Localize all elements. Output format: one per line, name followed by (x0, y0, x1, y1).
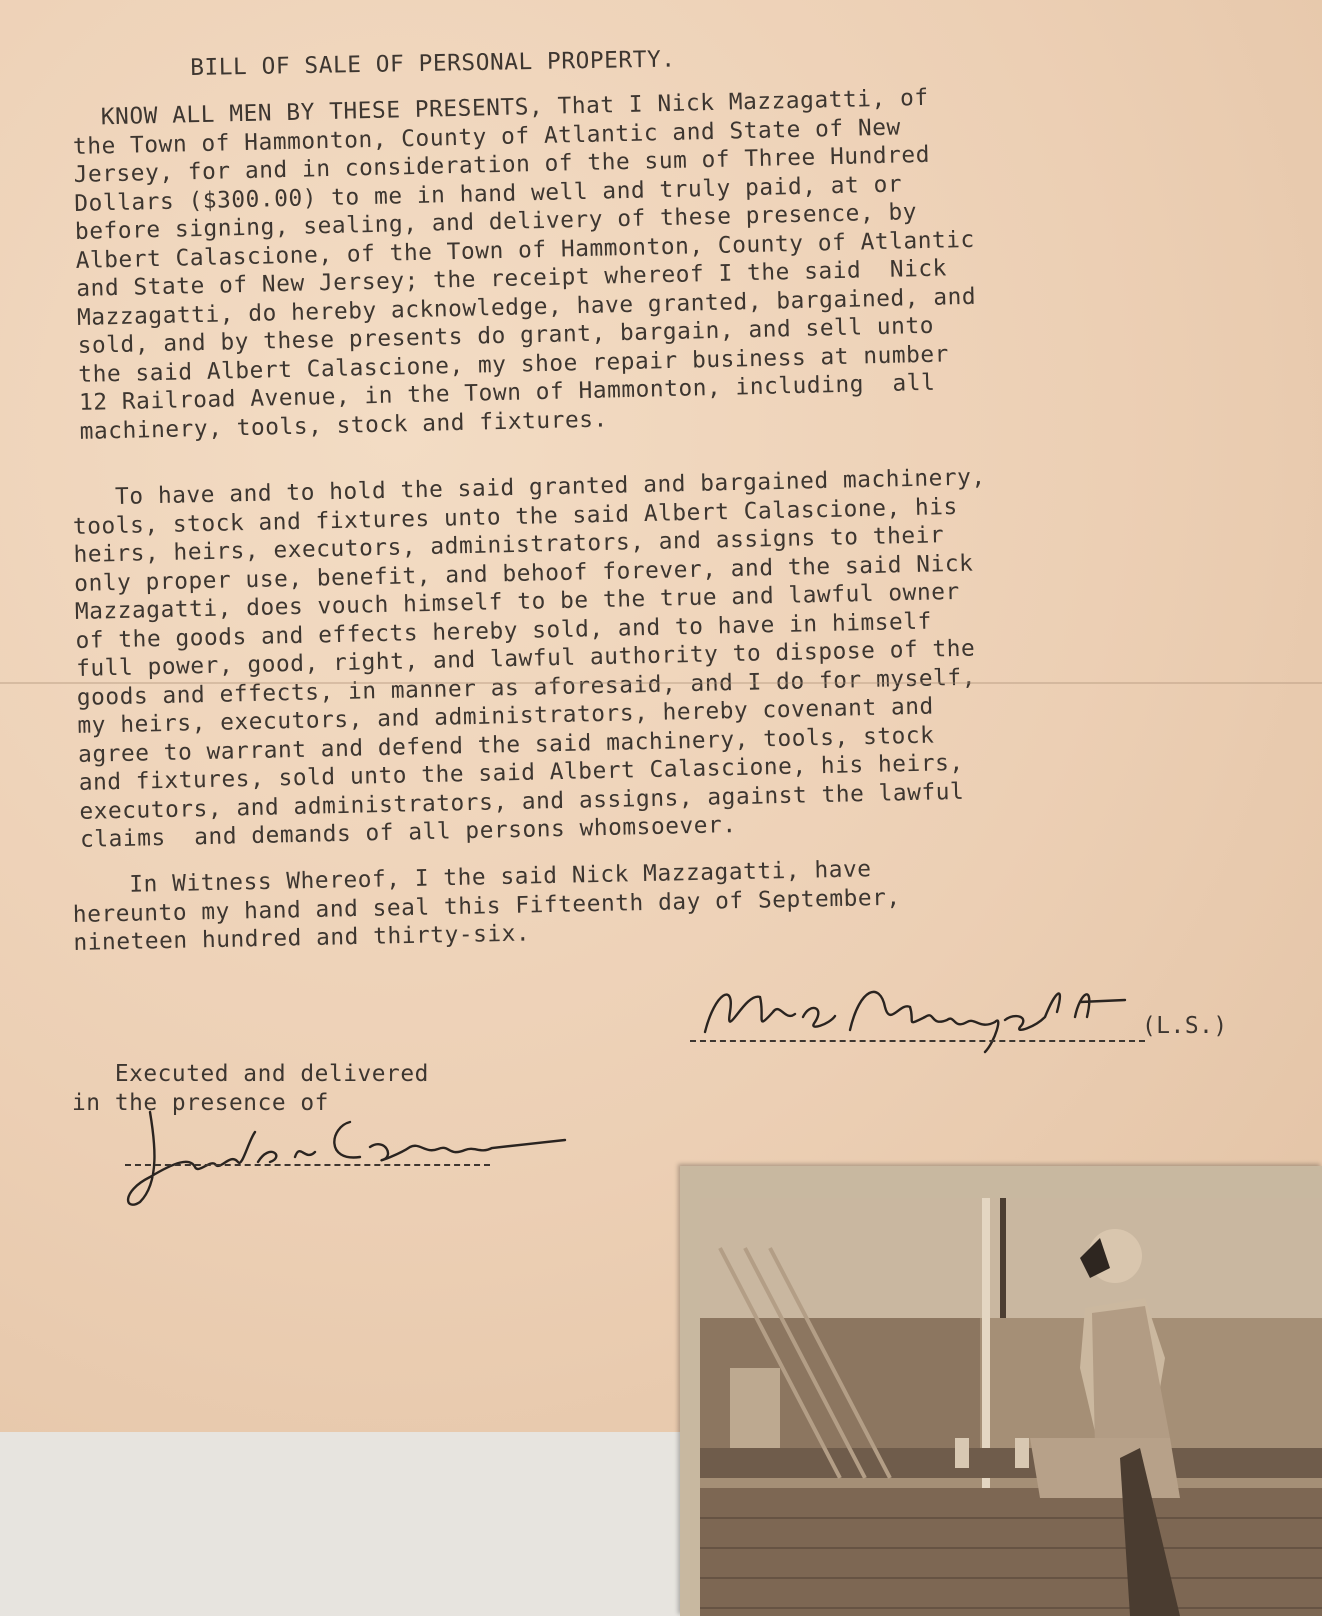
paragraph-conveyance: KNOW ALL MEN BY THESE PRESENTS, That I Nick Mazzagatti, of the Town of Hammonton, County of Atlantic and State of New Jersey, for and in consideration of the sum of Three Hundred Dollars ($300.00) to me in hand well and truly paid, at or before signing, sealing, and delivery of these presence, by Albert Calascione, of the Town of Hammonton, County of Atlantic and State of New Jersey; the receipt whereof I the said Nick Mazzagatti, do hereby acknowledge, have granted, bargained, and sold, and by these presents do grant, bargain, and sell unto the said Albert Calascione, my shoe repair business at number 12 Railroad Avenue, in the Town of Hammonton, including all machinery, tools, stock and fixtures. (72, 84, 977, 445)
witness-label: Executed and delivered in the presence of (72, 1061, 429, 1116)
document-title: BILL OF SALE OF PERSONAL PROPERTY. (190, 46, 676, 81)
photo-mount (680, 1166, 1322, 1616)
shoemaker-photograph (700, 1198, 1322, 1616)
signature-witness-caruso (120, 1102, 580, 1212)
seal-label: (L.S.) (1142, 1013, 1228, 1039)
signature-nick-mazzagatti (685, 972, 1185, 1062)
paragraph-warranty: To have and to hold the said granted and bargained machinery, tools, stock and fixtures unto the said Albert Calascione, his heirs, heirs, executors, administrators, and assigns to their only proper use, benefit, and behoof forever, and the said Nick Mazzagatti, does vouch himself to be the true and lawful owner of the goods and effects hereby sold, and to have in himself full power, good, right, and lawful authority to dispose of the goods and effects, in manner as aforesaid, and I do for myself, my heirs, executors, and administrators, hereby covenant and agree to warrant and defend the said machinery, tools, stock and fixtures, sold unto the said Albert Calascione, his heirs, executors, and administrators, and assigns, against the lawful claims and demands of all persons whomsoever. (72, 464, 986, 853)
seller-signature-line (690, 1040, 1145, 1042)
paragraph-witness-whereof: In Witness Whereof, I the said Nick Mazzagatti, have hereunto my hand and seal this Fifteenth day of September, nineteen hundred and thirty-six. (72, 856, 901, 956)
witness-signature-line (125, 1164, 490, 1166)
